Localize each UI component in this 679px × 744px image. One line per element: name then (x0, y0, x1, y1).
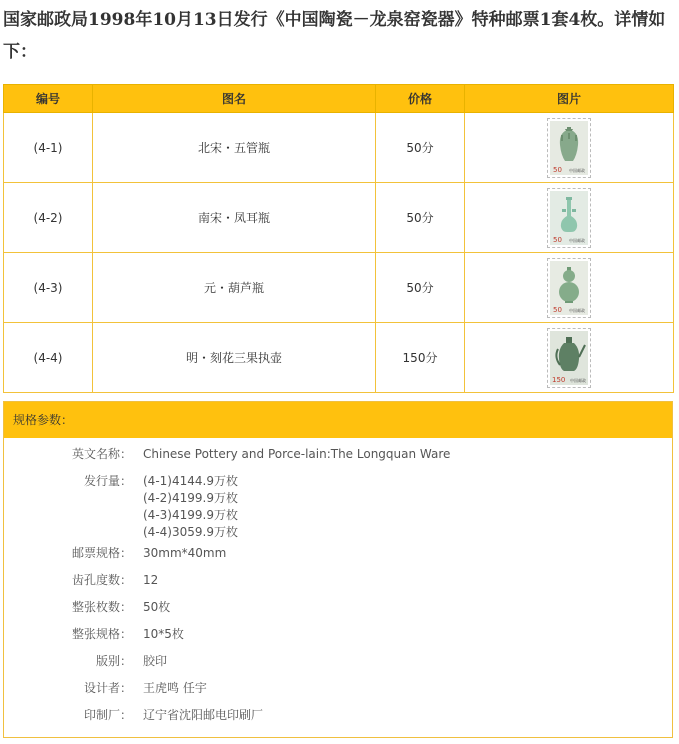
spec-panel (3, 401, 673, 738)
stamp-price: 50分 (376, 113, 465, 183)
spec-title: 规格参数： (4, 402, 672, 438)
stamp-id: (4-1) (4, 113, 93, 183)
stamp-country: 中国邮政 (569, 237, 585, 243)
stamp-name: 明・刻花三果执壶 (93, 323, 376, 393)
stamp-name: 元・葫芦瓶 (93, 253, 376, 323)
stamp-image[interactable] (547, 258, 591, 318)
header-price: 价格 (376, 85, 465, 113)
spec-label: 齿孔度数： (71, 573, 132, 587)
stamp-image-cell (465, 323, 674, 393)
stamp-name: 南宋・凤耳瓶 (93, 183, 376, 253)
spec-label: 发行量： (83, 474, 132, 488)
gourd-vase-picture (550, 261, 588, 315)
spec-value: 12 (143, 573, 159, 587)
ewer-picture (550, 331, 588, 385)
header-image: 图片 (465, 85, 674, 113)
header-name: 图名 (93, 85, 376, 113)
stamp-table (3, 84, 674, 393)
table-row (4, 253, 674, 323)
stamp-image-cell (465, 183, 674, 253)
spec-value: (4-1)4144.9万枚 (143, 474, 238, 488)
header-id: 编号 (4, 85, 93, 113)
spec-label: 整张规格： (71, 627, 132, 641)
spec-label: 版别： (95, 654, 132, 668)
five-tube-vase-picture (550, 121, 588, 175)
stamp-denom: 150 (552, 375, 566, 384)
page-headline: 国家邮政局1998年10月13日发行《中国陶瓷－龙泉窑瓷器》特种邮票1套4枚。详情如下： (3, 10, 666, 62)
stamp-price: 50分 (376, 253, 465, 323)
stamp-price: 150分 (376, 323, 465, 393)
table-row (4, 183, 674, 253)
spec-value: Chinese Pottery and Porce-lain:The Longquan Ware (143, 447, 451, 461)
stamp-country: 中国邮政 (569, 167, 585, 173)
stamp-denom: 50 (553, 305, 562, 314)
stamp-name: 北宋・五管瓶 (93, 113, 376, 183)
table-header-row (4, 85, 674, 113)
spec-value: 辽宁省沈阳邮电印刷厂 (143, 708, 264, 722)
stamp-image[interactable] (547, 188, 591, 248)
spec-value: 10*5枚 (143, 627, 184, 641)
spec-label: 英文名称： (71, 447, 132, 461)
stamp-country: 中国邮政 (570, 377, 586, 383)
stamp-id: (4-2) (4, 183, 93, 253)
stamp-country: 中国邮政 (569, 307, 585, 313)
stamp-denom: 50 (553, 235, 562, 244)
table-row (4, 113, 674, 183)
spec-value: (4-3)4199.9万枚 (143, 508, 238, 522)
spec-label: 邮票规格： (71, 546, 132, 560)
stamp-image-cell (465, 113, 674, 183)
phoenix-ear-vase-picture (550, 191, 588, 245)
spec-value: 50枚 (143, 600, 171, 614)
stamp-id: (4-4) (4, 323, 93, 393)
spec-label: 印制厂： (83, 708, 132, 722)
stamp-price: 50分 (376, 183, 465, 253)
spec-value: (4-4)3059.9万枚 (143, 525, 238, 539)
spec-value: 王虎鸣 任宇 (143, 681, 207, 695)
spec-value: 胶印 (143, 654, 168, 668)
stamp-image[interactable] (547, 118, 591, 178)
spec-value: 30mm*40mm (143, 546, 227, 560)
spec-label: 设计者： (83, 681, 132, 695)
spec-value: (4-2)4199.9万枚 (143, 491, 238, 505)
spec-label: 整张枚数： (71, 600, 132, 614)
stamp-image[interactable] (547, 328, 591, 388)
stamp-denom: 50 (553, 165, 562, 174)
stamp-id: (4-3) (4, 253, 93, 323)
table-row (4, 323, 674, 393)
stamp-image-cell (465, 253, 674, 323)
